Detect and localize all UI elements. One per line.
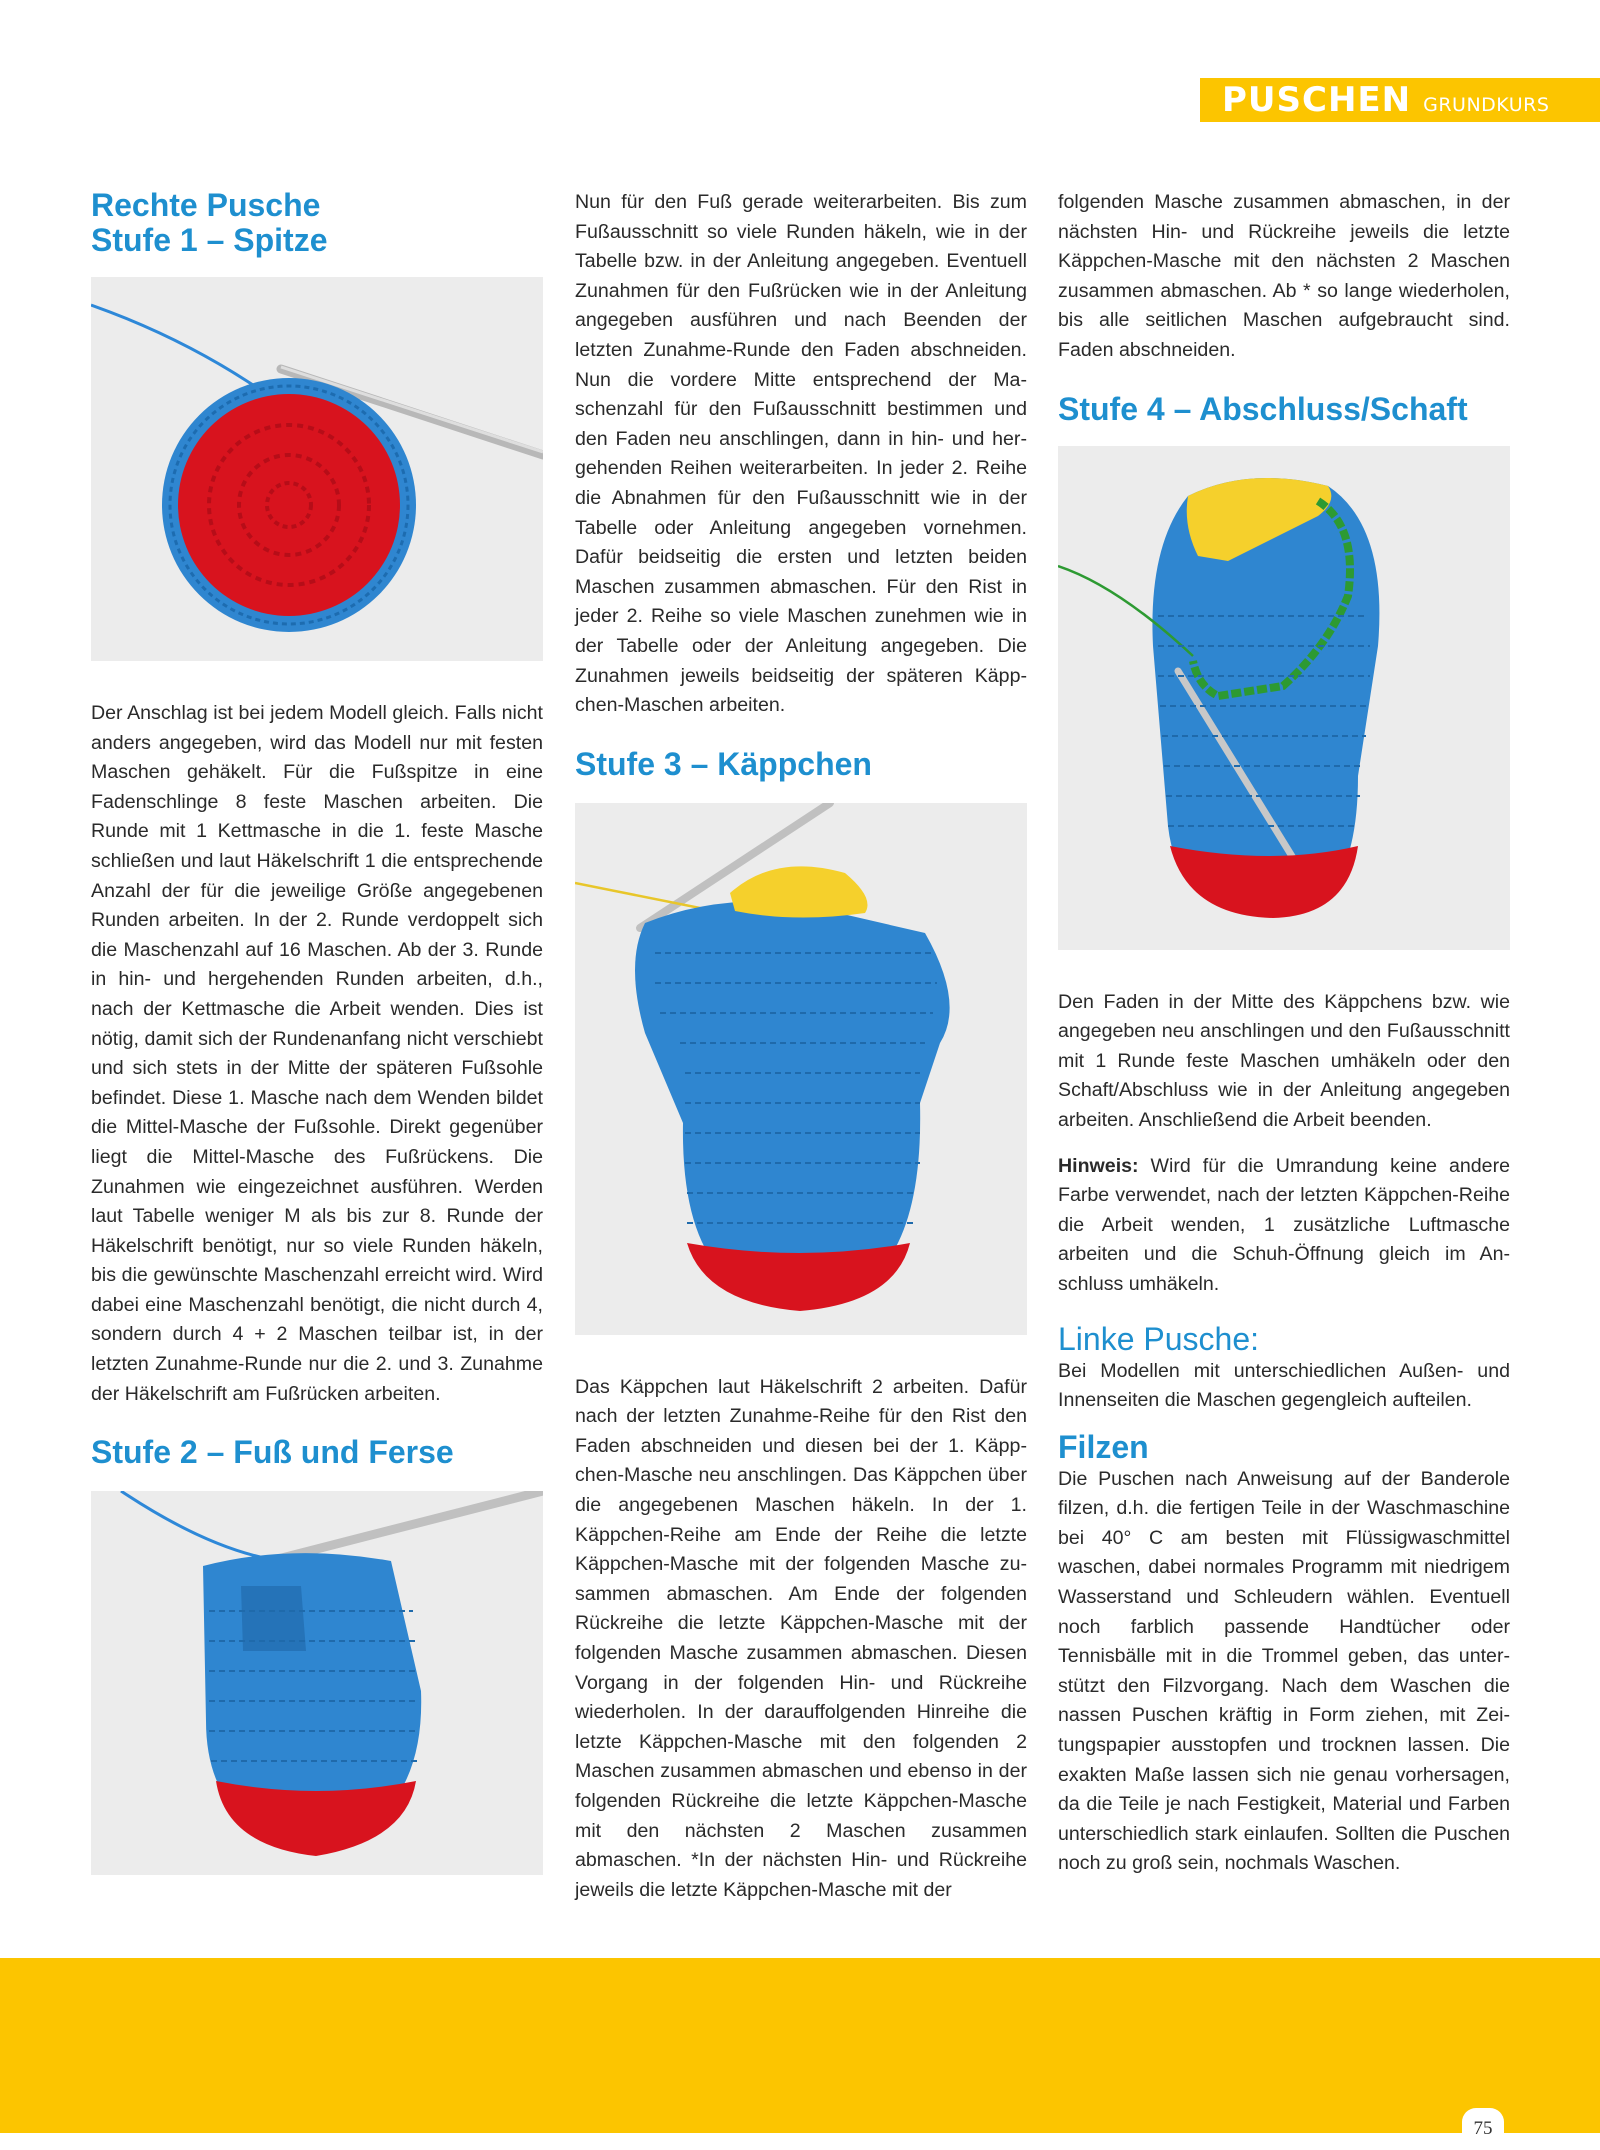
photo-stufe-1-spitze [91,277,543,661]
heading-stufe-1: Stufe 1 – Spitze [91,222,328,258]
section-title: PUSCHEN [1222,80,1412,120]
section-subtitle: GRUNDKURS [1423,94,1550,116]
note-text: Wird für die Umrandung keine andere Farbe verwendet, nach der letzten Käppchen-Reihe die Arbeit wenden, 1 zusätzliche Luftmasche arbeiten und die Schuh-Öffnung gleich im Anschluss umhäkeln. [1058,1154,1510,1295]
column-right [1058,188,1510,1879]
heading-rechte-pusche: Rechte Pusche [91,187,321,223]
text-stufe-1: Der Anschlag ist bei jedem Modell gleich. Falls nicht anders angegeben, wird das Modell nur mit festen Maschen gehäkelt. Für die Fußspitze in eine Fadenschlinge 8 feste Maschen arbeiten. Die Runde mit 1 Kettmasche in die 1. feste Masche schließen und laut Häkelschrift 1 die entsprechende Anzahl der für die jeweilige Größe angegebenen Runden arbeiten. In der 2. Runde verdoppelt sich die Maschenzahl auf 16 Maschen. Ab der 3. Runde in hin- und hergehenden Runden arbeiten, d.h., nach der Kettmasche die Arbeit wenden. Dies ist nötig, damit sich der Rundenanfang nicht verschiebt und sich stets in der Mitte der späteren Fußsohle befindet. Diese 1. Masche nach dem Wenden bildet die Mittel-Masche der Fußsohle. Direkt gegenüber liegt die Mittel-Masche des Fußrückens. Die Zunahmen wie eingezeichnet ausführen. Werden laut Tabelle weniger M als bis zur 8. Runde der Häkelschrift benötigt, nur so viele Runden häkeln, bis die gewünschte Maschenzahl erreicht wird. Wird dabei eine Maschenzahl benötigt, die nicht durch 4, sondern durch 4 + 2 Maschen teilbar ist, in der letzten Zunahme-Runde nur die 2. und 3. Zunahme der Häkelschrift am Fußrücken arbeiten. [91,702,543,1405]
photo-stufe-2-fuss-ferse [91,1491,543,1875]
photo-stufe-4-abschluss [1058,446,1510,950]
page-number: 75 [1462,2108,1504,2150]
text-stufe-4: Den Faden in der Mitte des Käppchens bzw. wie angegeben neu anschlingen und den Fußausschnitt mit 1 Runde feste Maschen umhäkeln oder den Schaft/Abschluss wie in der Anleitung angegeben arbeiten. Anschließend die Arbeit beenden. [1058,990,1510,1131]
text-stufe-3-cont: folgenden Masche zusammen abmaschen, in der nächsten Hin- und Rückreihe jeweils die letzte Käppchen-Masche mit den nächsten 2 Maschen zusammen abmaschen. Ab * so lange wiederholen, bis alle seitlichen Maschen aufgebraucht sind. Faden abschneiden. [1058,191,1510,361]
text-stufe-3: Das Käppchen laut Häkelschrift 2 arbeiten. Dafür nach der letzten Zunahme-Reihe für den Rist den Faden abschneiden und diesen bei der 1. Käppchen-Masche neu anschlingen. Das Käppchen über die angegebenen Maschen häkeln. In der 1. Käppchen-Reihe am Ende der Reihe die letzte Käppchen-Masche mit der folgenden Masche zusammen abmaschen. Am Ende der folgenden Rückreihe die letzte Käppchen-Masche mit der folgenden Masche zusammen abmaschen. Diesen Vorgang in der folgenden Hin- und Rückreihe wiederholen. In der darauffolgenden Hinreihe die letzte Käppchen-Masche mit den folgenden 2 Maschen zusammen abmaschen und ebenso in der folgenden Rückreihe die letzte Käppchen-Masche mit den nächsten 2 Maschen zusammen abmaschen. *In der nächsten Hin- und Rückreihe jeweils die letzte Käppchen-Masche mit der [575,1375,1027,1901]
heading-stufe-4: Stufe 4 – Abschluss/Schaft [1058,390,1468,427]
column-middle [575,188,1027,1905]
text-stufe-2: Nun für den Fuß gerade weiterarbeiten. Bis zum Fußausschnitt so viele Runden häkeln, wie in der Tabelle bzw. in der Anleitung angegeben. Eventuell Zunahmen für den Fußrücken wie in der Anleitung angegeben ausführen und nach Beenden der letzten Zunahme-Runde den Faden abschneiden. Nun die vordere Mitte entsprechend der Maschenzahl für den Fußausschnitt bestimmen und den Faden neu anschlingen, dann in hin- und hergehenden Reihen weiterarbeiten. In jeder 2. Reihe die Abnahmen für den Fußausschnitt wie in der Tabelle oder Anleitung angegeben vornehmen. Dafür beidseitig die ersten und letzten beiden Maschen zusammen abmaschen. Für den Rist in jeder 2. Reihe so viele Maschen zunehmen wie in der Tabelle oder der Anleitung angegeben. Die Zunahmen jeweils beidseitig der späteren Käppchen-Maschen arbeiten. [575,191,1027,717]
heading-filzen: Filzen [1058,1428,1149,1465]
text-linke-pusche: Bei Modellen mit unterschiedlichen Außen- und Innenseiten die Maschen gegengleich aufteilen. [1058,1359,1510,1412]
note-label: Hinweis: [1058,1154,1139,1177]
column-left [91,188,543,1875]
note-hinweis [1058,1152,1510,1300]
footer-bar [0,1958,1600,2133]
heading-stufe-2: Stufe 2 – Fuß und Ferse [91,1434,454,1471]
text-filzen: Die Puschen nach Anweisung auf der Banderole filzen, d.h. die fertigen Teile in der Waschmaschine bei 40° C am besten mit Flüssigwaschmittel waschen, dabei normales Programm mit niedrigem Wasserstand und Schleudern wählen. Eventuell noch farblich passende Handtücher oder Tennisbälle mit in die Trommel geben, das unterstützt den Filzvorgang. Nach dem Waschen die nassen Puschen kräftig in Form ziehen, mit Zeitungspapier ausstopfen und trocknen lassen. Die exakten Maße lassen sich nie genau vorhersagen, da die Teile je nach Festigkeit, Material und Farben unterschiedlich stark einlaufen. Sollten die Puschen noch zu groß sein, nochmals Waschen. [1058,1467,1510,1875]
section-header-bar [1200,78,1600,122]
heading-stufe-3: Stufe 3 – Käppchen [575,745,872,782]
photo-stufe-3-kaeppchen [575,803,1027,1335]
heading-linke-pusche: Linke Pusche: [1058,1320,1260,1357]
